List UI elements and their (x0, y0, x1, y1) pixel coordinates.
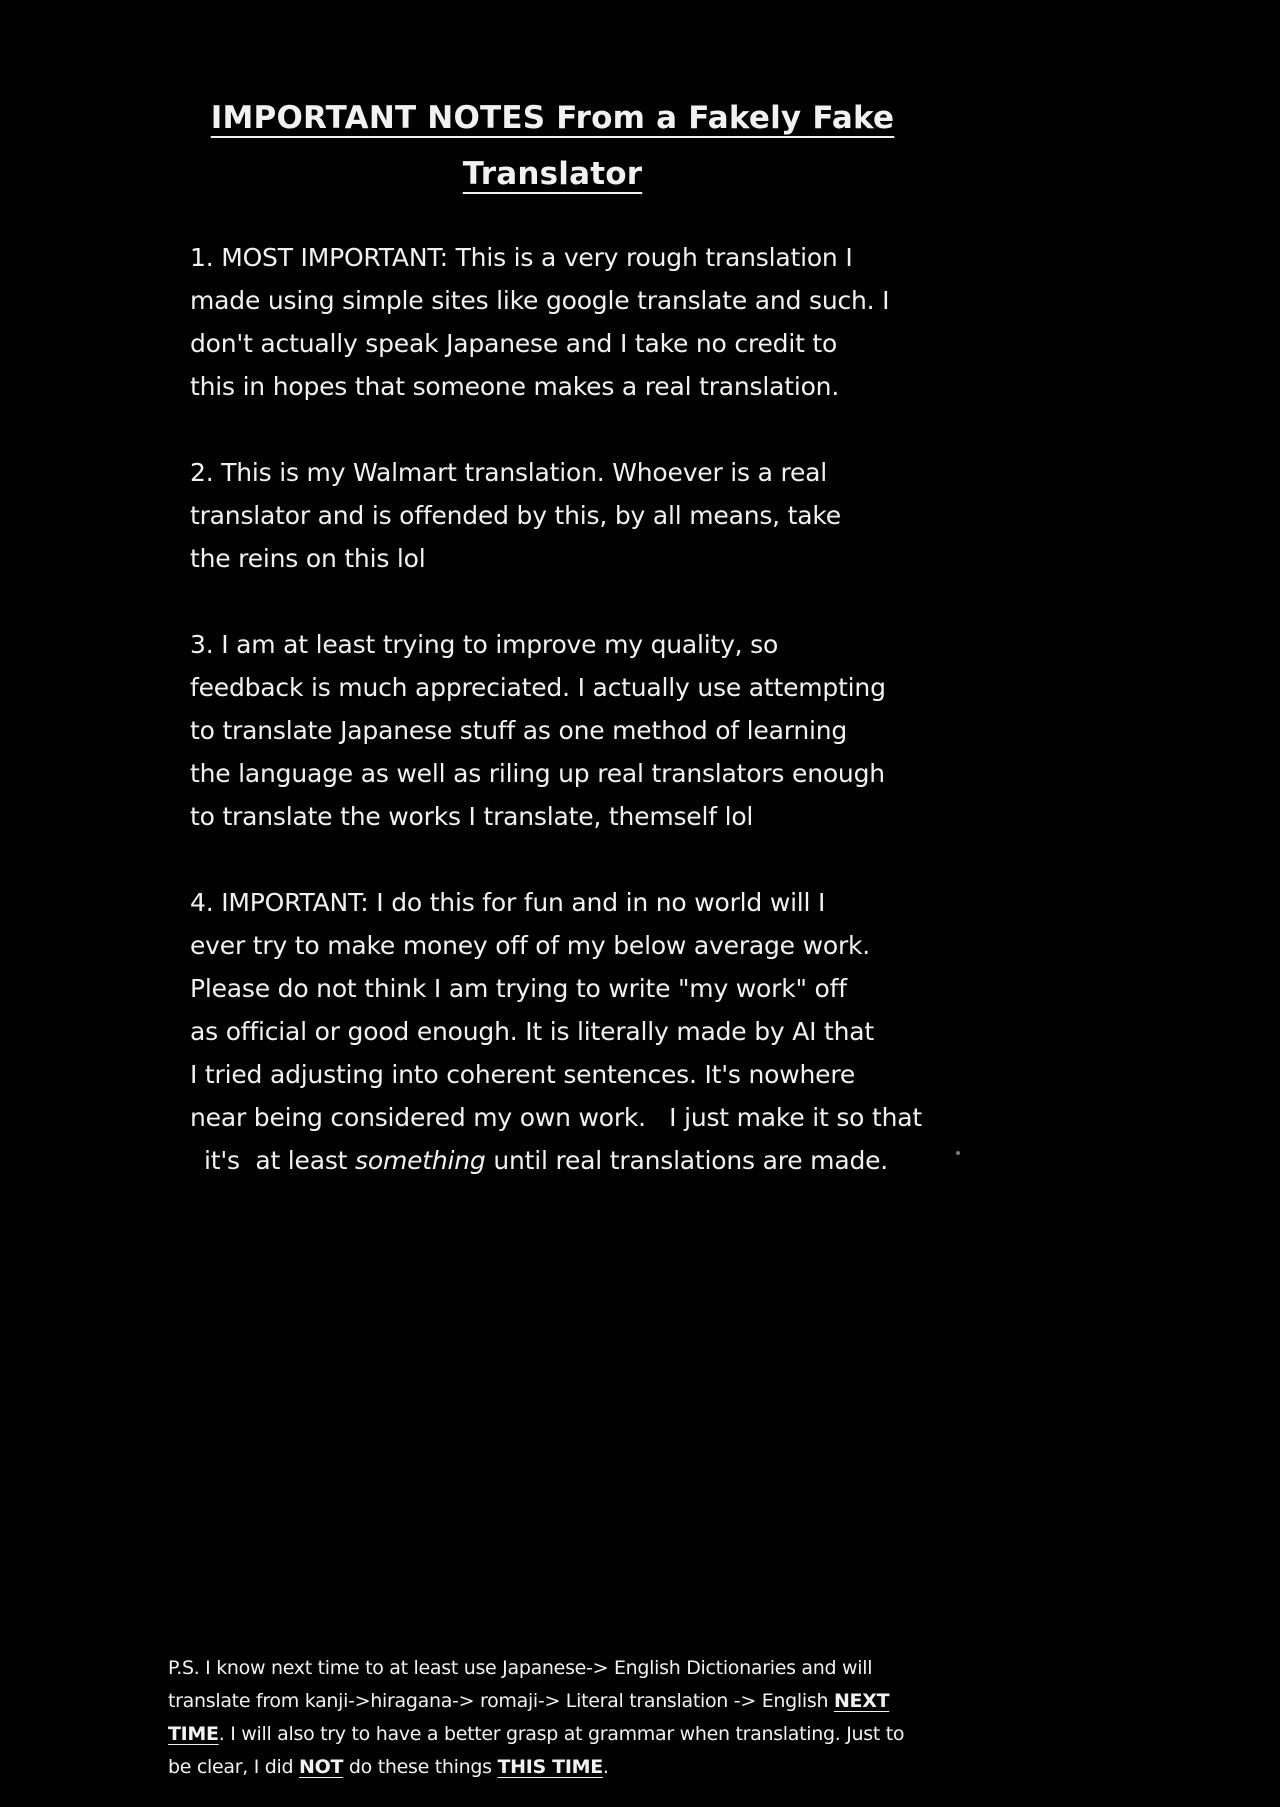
note-2 (190, 451, 950, 580)
postscript-this-time-emphasis: THIS TIME (497, 1756, 603, 1778)
note-2-line: translator and is offended by this, by all means, take (190, 501, 841, 530)
postscript-line-2-text: translate from kanji->hiragana-> romaji-> Literal translation -> English (168, 1690, 834, 1712)
note-2-line: the reins on this lol (190, 544, 426, 573)
note-3-line: the language as well as riling up real translators enough (190, 759, 885, 788)
note-4-last-line-prefix: it's at least (204, 1146, 356, 1175)
postscript-line-4-post: . (602, 1756, 609, 1778)
postscript-not-emphasis: NOT (299, 1756, 344, 1778)
note-4-line: as official or good enough. It is literally made by AI that (190, 1017, 875, 1046)
note-1 (190, 236, 950, 408)
note-4-last-line-suffix: until real translations are made. (485, 1146, 889, 1175)
notes-body (190, 236, 950, 1225)
note-1-line: don't actually speak Japanese and I take no credit to (190, 329, 838, 358)
note-3-line: feedback is much appreciated. I actually use attempting (190, 673, 886, 702)
postscript-next-emphasis: NEXT (833, 1690, 890, 1712)
note-3-line: 3. I am at least trying to improve my quality, so (190, 630, 779, 659)
note-4-line: I tried adjusting into coherent sentences. It's nowhere (190, 1060, 856, 1089)
note-1-line: made using simple sites like google translate and such. I (190, 286, 890, 315)
postscript-line-2 (168, 1685, 998, 1718)
note-4-line: near being considered my own work. I just make it so that (190, 1103, 922, 1132)
postscript-line-4-pre: be clear, I did (168, 1756, 300, 1778)
note-1-line: this in hopes that someone makes a real translation. (190, 372, 840, 401)
note-2-line: 2. This is my Walmart translation. Whoever is a real (190, 458, 828, 487)
postscript-time-emphasis: TIME (168, 1723, 219, 1745)
page-title-line-1: IMPORTANT NOTES From a Fakely Fake (210, 100, 895, 136)
postscript (168, 1652, 998, 1784)
note-4-line: 4. IMPORTANT: I do this for fun and in no world will I (190, 888, 826, 917)
note-4-line: Please do not think I am trying to write "my work" off (190, 974, 847, 1003)
page-title-line-2: Translator (462, 156, 643, 192)
postscript-line-4-mid: do these things (343, 1756, 498, 1778)
note-4 (190, 881, 950, 1182)
note-4-last-line-italic: something (355, 1146, 486, 1175)
postscript-line-1: P.S. I know next time to at least use Japanese-> English Dictionaries and will (168, 1657, 873, 1679)
note-4-line: ever try to make money off of my below average work. (190, 931, 871, 960)
page-title (185, 90, 920, 202)
note-1-line: 1. MOST IMPORTANT: This is a very rough translation I (190, 243, 853, 272)
note-4-last-line (190, 1139, 950, 1182)
postscript-line-3 (168, 1718, 998, 1751)
note-3-line: to translate the works I translate, themself lol (190, 802, 754, 831)
postscript-line-3-text: . I will also try to have a better grasp at grammar when translating. Just to (218, 1723, 905, 1745)
note-3-line: to translate Japanese stuff as one method of learning (190, 716, 848, 745)
stray-mark (956, 1151, 960, 1155)
postscript-line-4 (168, 1751, 998, 1784)
note-3 (190, 623, 950, 838)
